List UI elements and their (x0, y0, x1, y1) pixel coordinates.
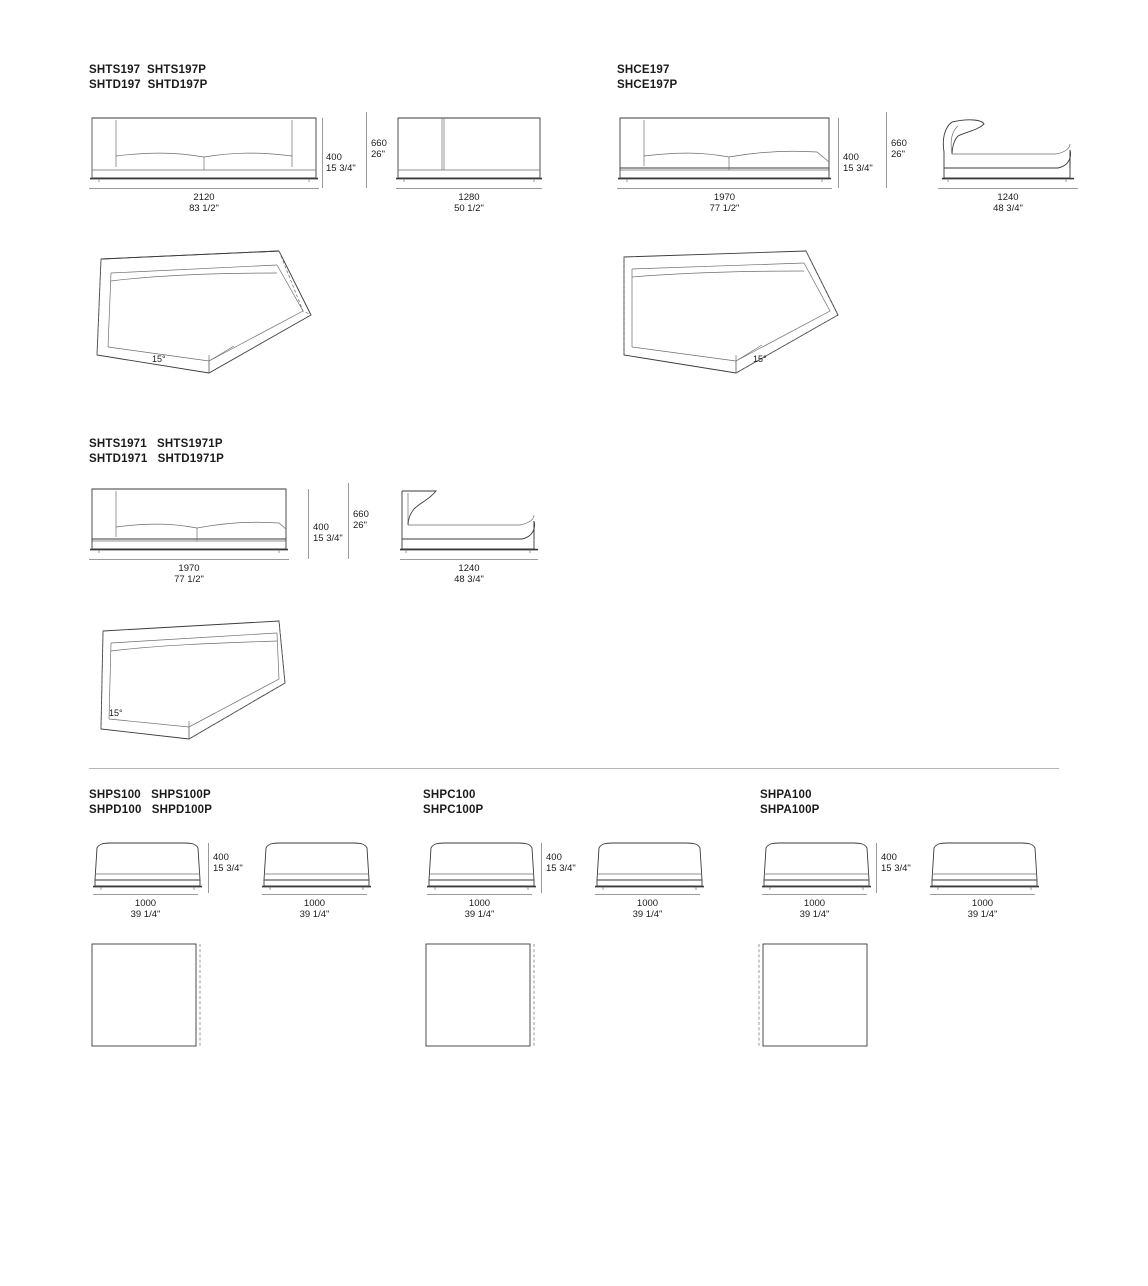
shts1971-front-width: 1970 77 1/2" (174, 563, 204, 585)
shps100-side-elevation (258, 838, 375, 894)
shpc100-side-width: 1000 39 1/4" (632, 898, 663, 920)
product-code-shpc100-line1: SHPC100 (423, 789, 476, 801)
shpa100-side-width: 1000 39 1/4" (967, 898, 998, 920)
svg-text:15°: 15° (152, 354, 166, 364)
shps100-front-width: 1000 39 1/4" (130, 898, 161, 920)
product-code-shce197-line1: SHCE197 (617, 64, 670, 76)
shce197-side-width: 1240 48 3/4" (993, 192, 1023, 214)
shps100-side-width: 1000 39 1/4" (299, 898, 330, 920)
product-code-shts1971-line2: SHTD1971 SHTD1971P (89, 453, 225, 465)
svg-text:15°: 15° (109, 708, 123, 718)
product-code-shpc100-line2: SHPC100P (423, 804, 484, 816)
shpc100-seat-height: 400 15 3/4" (546, 852, 576, 874)
shpa100-seat-height: 400 15 3/4" (881, 852, 911, 874)
shts197-side-elevation (396, 110, 542, 190)
shts197-front-width: 2120 83 1/2" (189, 192, 219, 214)
shpa100-front-width: 1000 39 1/4" (799, 898, 830, 920)
shts1971-total-height: 660 26" (353, 509, 369, 531)
product-code-shps100-line2: SHPD100 SHPD100P (89, 804, 213, 816)
shps100-plan-view (89, 940, 209, 1050)
shts197-seat-height: 400 15 3/4" (326, 152, 356, 174)
svg-text:15°: 15° (753, 354, 767, 364)
section-divider (89, 768, 1059, 769)
shce197-front-width: 1970 77 1/2" (709, 192, 740, 214)
shce197-side-elevation (930, 110, 1076, 190)
shts197-plan-view (89, 243, 321, 383)
shts197-total-height: 660 26" (371, 138, 387, 160)
shpa100-side-elevation (926, 838, 1043, 894)
product-code-shps100-line1: SHPS100 SHPS100P (89, 789, 211, 801)
shts1971-front-elevation (89, 481, 289, 561)
product-code-shts197-line1: SHTS197 SHTS197P (89, 64, 207, 76)
product-code-shts1971-line1: SHTS1971 SHTS1971P (89, 438, 223, 450)
product-code-shts197-line2: SHTD197 SHTD197P (89, 79, 208, 91)
shpc100-front-elevation (423, 838, 540, 894)
product-code-shce197-line2: SHCE197P (617, 79, 678, 91)
shpc100-front-width: 1000 39 1/4" (464, 898, 495, 920)
shts1971-plan-view (89, 613, 309, 753)
shce197-front-elevation (617, 110, 832, 190)
product-code-shpa100-line1: SHPA100 (760, 789, 812, 801)
shts1971-seat-height: 400 15 3/4" (313, 522, 343, 544)
shts197-front-elevation (89, 110, 319, 190)
shps100-front-elevation (89, 838, 206, 894)
shce197-seat-height: 400 15 3/4" (843, 152, 873, 174)
shce197-total-height: 660 26" (891, 138, 907, 160)
shpc100-plan-view (423, 940, 543, 1050)
shps100-seat-height: 400 15 3/4" (213, 852, 243, 874)
shts1971-side-width: 1240 48 3/4" (454, 563, 484, 585)
shce197-plan-view (610, 243, 850, 383)
shpa100-plan-view (756, 940, 876, 1050)
shpa100-front-elevation (758, 838, 875, 894)
shts197-side-width: 1280 50 1/2" (454, 192, 484, 214)
product-code-shpa100-line2: SHPA100P (760, 804, 820, 816)
shts1971-side-elevation (396, 481, 542, 561)
shpc100-side-elevation (591, 838, 708, 894)
